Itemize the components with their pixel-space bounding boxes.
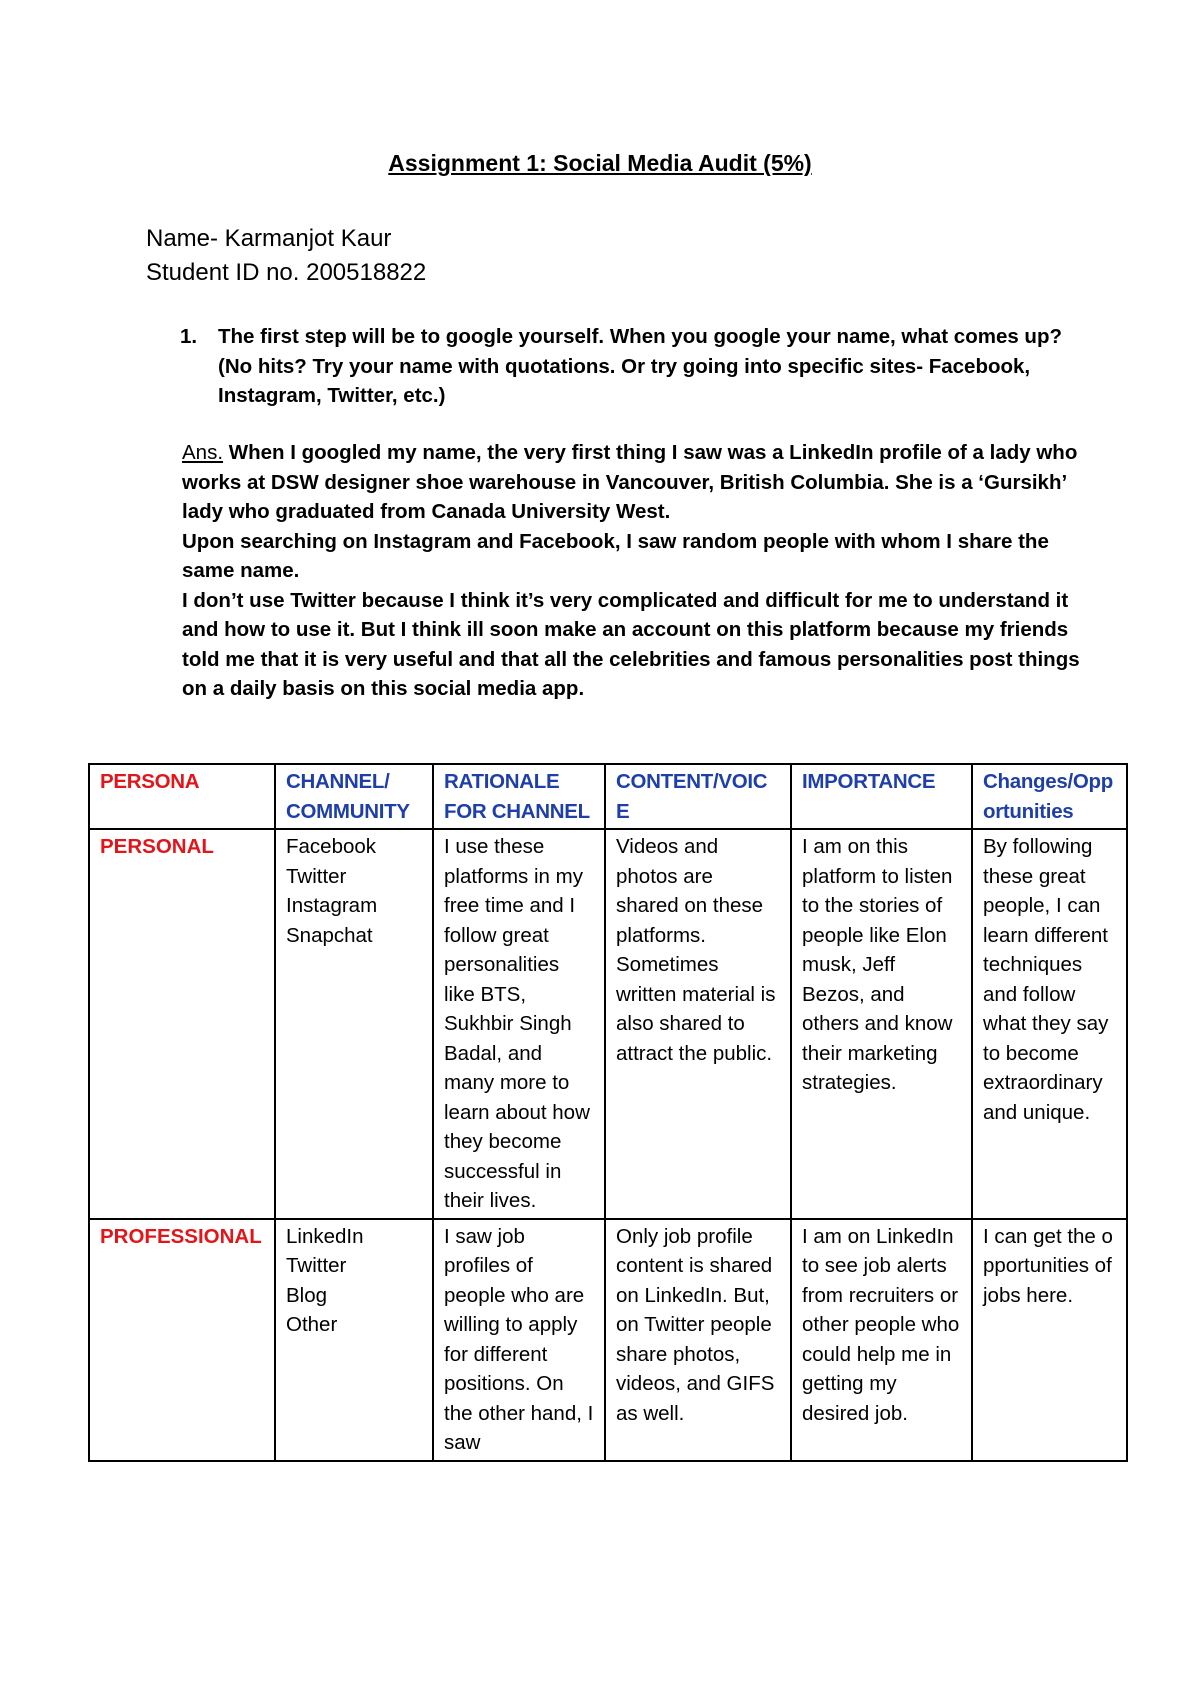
changes-cell: By following these great people, I can learn different techniques and follow what they say to become extraordinary and unique. — [972, 829, 1127, 1219]
question-number: 1. — [180, 325, 198, 348]
answer-block — [182, 438, 1082, 704]
student-id: Student ID no. 200518822 — [146, 259, 427, 286]
content-cell: Videos and photos are shared on these platforms. Sometimes written material is also shared to attract the public. — [605, 829, 791, 1219]
persona-cell: PROFESSIONAL — [89, 1219, 275, 1461]
answer-paragraph-1 — [182, 438, 1082, 527]
header-persona: PERSONA — [89, 764, 275, 829]
answer-label: Ans. — [182, 441, 224, 464]
channel-item: Instagram — [286, 894, 378, 917]
changes-cell: I can get the opportunities of jobs here. — [972, 1219, 1127, 1461]
student-name: Name- Karmanjot Kaur — [146, 225, 392, 252]
answer-paragraph-3: I don’t use Twitter because I think it’s very complicated and difficult for me to understand it and how to use it. But I think ill soon make an account on this platform because my friends told me that it is very useful and that all the celebrities and famous personalities post things on a daily basis on this social media app. — [182, 588, 1080, 700]
channel-item: Facebook — [286, 835, 377, 858]
document-title: Assignment 1: Social Media Audit (5%) — [388, 150, 812, 176]
student-info — [146, 222, 426, 290]
answer-paragraph-2: Upon searching on Instagram and Facebook, I saw random people with whom I share the same name. — [182, 529, 1049, 582]
channel-item: LinkedIn — [286, 1224, 364, 1248]
channel-cell — [275, 1219, 433, 1461]
social-media-audit-table — [88, 763, 1128, 1462]
table-header-row — [89, 764, 1127, 829]
channel-item: Snapchat — [286, 923, 373, 947]
importance-cell: I am on LinkedIn to see job alerts from recruiters or other people who could help me in getting my desired job. — [791, 1219, 972, 1461]
answer-text-1: When I googled my name, the very first thing I saw was a LinkedIn profile of a lady who works at DSW designer shoe warehouse in Vancouver, British Columbia. She is a ‘Gursikh’ lady who graduated from Canada University West. — [182, 441, 1078, 523]
header-importance: IMPORTANCE — [791, 764, 972, 829]
table-row — [89, 829, 1127, 1219]
header-changes: Changes/Opportunities — [972, 764, 1127, 829]
channel-item: Twitter — [286, 1254, 347, 1277]
header-channel: CHANNEL/ COMMUNITY — [275, 764, 433, 829]
rationale-cell: I use these platforms in my free time and I follow great personalities like BTS, Sukhbir Singh Badal, and many more to learn about how they become successful in their lives. — [433, 829, 605, 1219]
header-rationale: RATIONALE FOR CHANNEL — [433, 764, 605, 829]
importance-cell: I am on this platform to listen to the stories of people like Elon musk, Jeff Bezos, and others and know their marketing strategies. — [791, 829, 972, 1219]
channel-item: Twitter — [286, 864, 347, 888]
channel-cell — [275, 829, 433, 1219]
channel-item: Blog — [286, 1283, 328, 1307]
rationale-cell: I saw job profiles of people who are willing to apply for different positions. On the other hand, I saw — [433, 1219, 605, 1461]
channel-item: Other — [286, 1313, 338, 1336]
persona-cell: PERSONAL — [89, 829, 275, 1219]
header-content: CONTENT/VOICE — [605, 764, 791, 829]
question-text: The first step will be to google yourself. When you google your name, what comes up? (No hits? Try your name with quotations. Or try going into specific sites- Facebook, Instagram, Twitter, etc.) — [218, 325, 1063, 407]
table-row — [89, 1219, 1127, 1461]
content-cell: Only job profile content is shared on LinkedIn. But, on Twitter people share photos, videos, and GIFS as well. — [605, 1219, 791, 1461]
question-1 — [182, 322, 1082, 411]
